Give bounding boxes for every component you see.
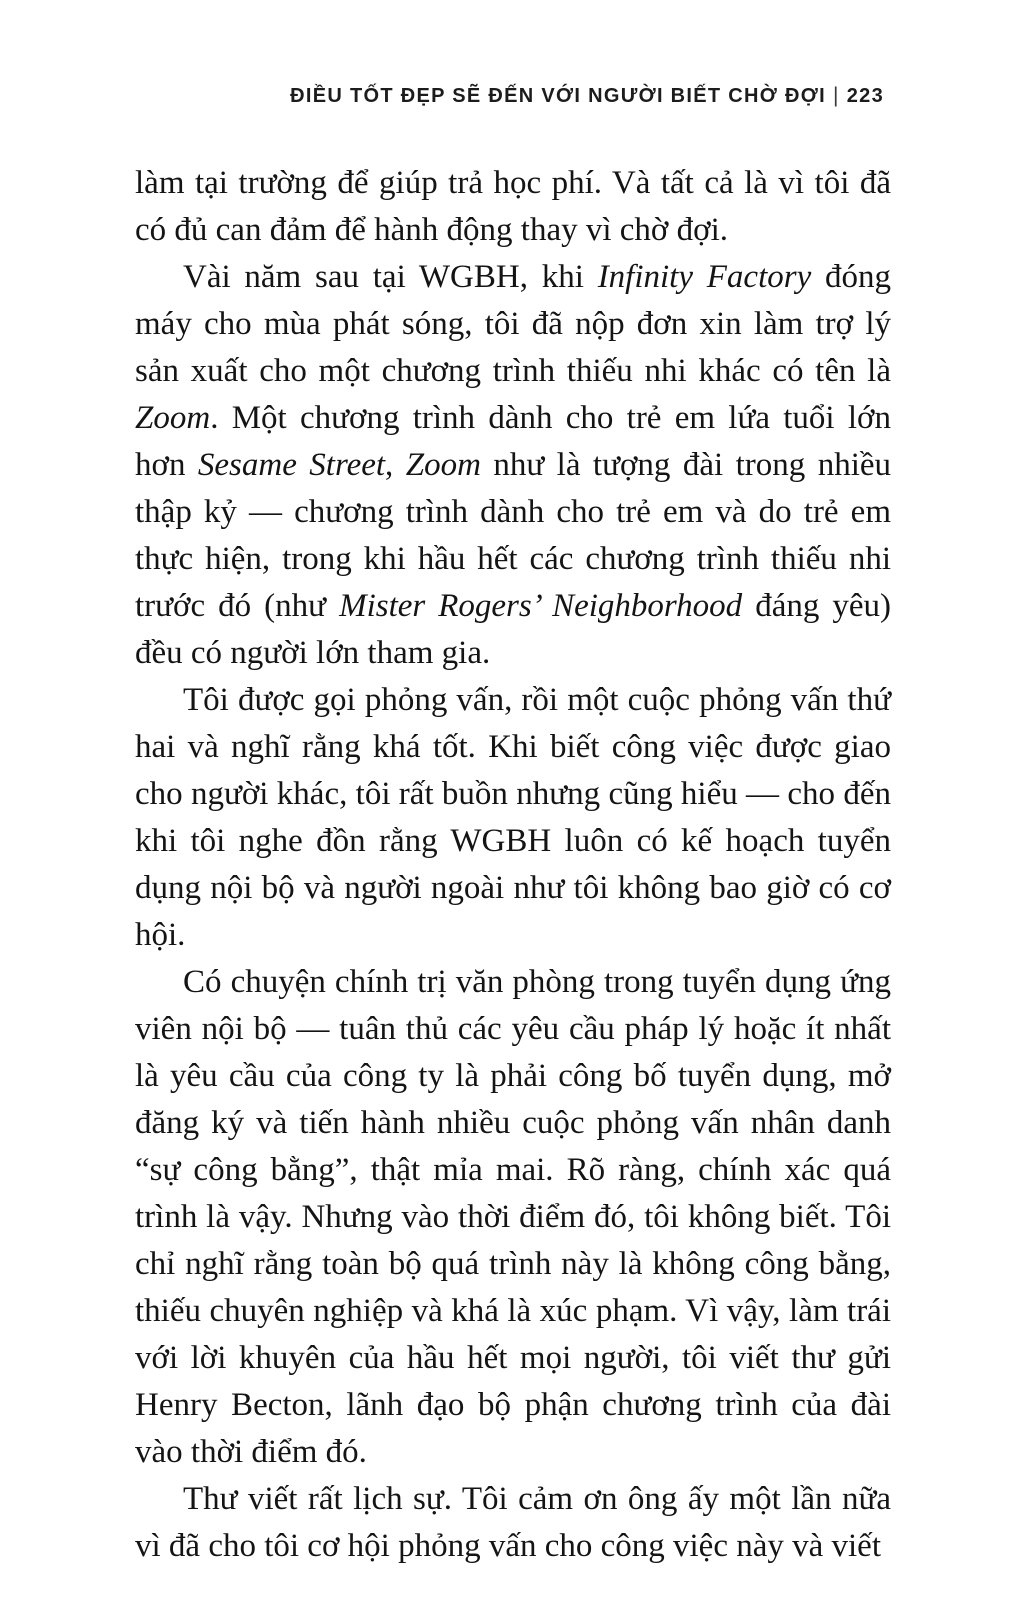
paragraph [135, 254, 891, 677]
page-number: 223 [846, 85, 884, 107]
text-run: làm tại trường để giúp trả học phí. Và tất cả là vì tôi đã có đủ can đảm để hành động thay vì chờ đợi. [135, 165, 891, 248]
paragraph [135, 959, 891, 1476]
text-run: Sesame Street [197, 447, 386, 483]
running-header-title: ĐIỀU TỐT ĐẸP SẼ ĐẾN VỚI NGƯỜI BIẾT CHỜ ĐỢI [290, 85, 826, 107]
text-run: đóng máy cho mùa phát sóng, tôi đã nộp đơn xin làm trợ lý sản xuất cho một chương trình thiếu nhi khác có tên là [135, 259, 891, 389]
running-header [135, 84, 884, 108]
header-separator: | [832, 84, 840, 107]
text-run: Zoom [135, 400, 211, 436]
text-run: Tôi được gọi phỏng vấn, rồi một cuộc phỏng vấn thứ hai và nghĩ rằng khá tốt. Khi biết công việc được giao cho người khác, tôi rất buồn nhưng cũng hiểu — cho đến khi tôi nghe đồn rằng WGBH luôn có kế hoạch tuyển dụng nội bộ và người ngoài như tôi không bao giờ có cơ hội. [135, 682, 891, 953]
paragraph [135, 677, 891, 959]
paragraph [135, 1476, 891, 1570]
text-run: Vài năm sau tại WGBH, khi [183, 259, 598, 295]
text-column [135, 160, 891, 1570]
text-run: Infinity Factory [597, 259, 812, 295]
text-run: , [385, 447, 406, 483]
text-run: Thư viết rất lịch sự. Tôi cảm ơn ông ấy một lần nữa vì đã cho tôi cơ hội phỏng vấn cho công việc này và viết [135, 1481, 891, 1564]
paragraph [135, 160, 891, 254]
text-run: Có chuyện chính trị văn phòng trong tuyển dụng ứng viên nội bộ — tuân thủ các yêu cầu pháp lý hoặc ít nhất là yêu cầu của công ty là phải công bố tuyển dụng, mở đăng ký và tiến hành nhiều cuộc phỏng vấn nhân danh “sự công bằng”, thật mỉa mai. Rõ ràng, chính xác quá trình là vậy. Nhưng vào thời điểm đó, tôi không biết. Tôi chỉ nghĩ rằng toàn bộ quá trình này là không công bằng, thiếu chuyên nghiệp và khá là xúc phạm. Vì vậy, làm trái với lời khuyên của hầu hết mọi người, tôi viết thư gửi Henry Becton, lãnh đạo bộ phận chương trình của đài vào thời điểm đó. [135, 964, 891, 1470]
text-run: Zoom [405, 447, 481, 483]
text-run: Mister Rogers’ Neighborhood [339, 588, 743, 624]
text-run: . Một chương trình dành cho trẻ em lứa tuổi lớn hơn [135, 400, 891, 483]
text-run: đáng yêu) đều có người lớn tham gia. [135, 588, 891, 671]
text-run: như là tượng đài trong nhiều thập kỷ — chương trình dành cho trẻ em và do trẻ em thực hiện, trong khi hầu hết các chương trình thiếu nhi trước đó (như [135, 447, 892, 624]
